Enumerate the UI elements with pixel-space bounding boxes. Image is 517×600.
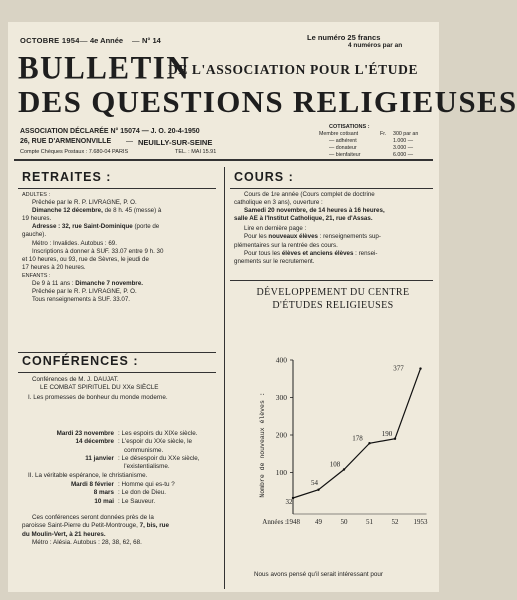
- issue-date: OCTOBRE 1954: [20, 36, 80, 45]
- x-tick-label: 1948: [286, 518, 300, 526]
- issue-year: 4e Année: [90, 36, 124, 45]
- y-axis-label: Nombre de nouveaux élèves :: [259, 392, 266, 498]
- retraites-line: 17 heures à 20 heures.: [22, 263, 86, 271]
- conferences-footer: [22, 514, 218, 547]
- cheques: Compte Chèques Postaux : 7.680-04 PARIS: [20, 149, 129, 155]
- x-tick-label: 50: [340, 518, 348, 526]
- cours-line: [234, 233, 434, 241]
- issue-number: N° 14: [142, 36, 161, 45]
- data-point: [368, 442, 370, 444]
- retraites-address: Adresse : 32, rue Saint-Dominique: [32, 223, 133, 231]
- x-tick-label: 52: [391, 518, 399, 526]
- chart-footer: Nous avons pensé qu'il serait intéressant pour: [254, 571, 383, 578]
- y-tick-label: 400: [275, 355, 287, 365]
- session-date: 14 décembre: [75, 438, 114, 446]
- telephone: TEL. : MAI 15.91: [175, 149, 217, 155]
- data-point: [419, 367, 421, 369]
- development-chart: [231, 314, 431, 539]
- cours-text: Pour les: [244, 233, 269, 241]
- cours-line: [234, 250, 434, 258]
- y-tick-label: 100: [275, 468, 287, 477]
- retraites-address-tail: (porte de: [132, 223, 160, 231]
- conferences-line: Ces conférences seront données près de la: [32, 514, 154, 521]
- cotisation-label: Membre cotisant: [319, 131, 359, 137]
- x-tick-label: 51: [366, 518, 373, 526]
- conferences-part1: I. Les promesses de bonheur du monde moderne.: [28, 393, 168, 401]
- conferences-heading: CONFÉRENCES :: [22, 354, 139, 368]
- x-tick-label: 1953: [413, 518, 428, 526]
- cotisation-amount: 6.000 —: [393, 152, 414, 158]
- cours-text: : rensei-: [353, 249, 378, 257]
- cours-text: : renseignements sup-: [317, 233, 381, 241]
- dash: —: [126, 138, 133, 145]
- cours-heading: COURS :: [234, 170, 294, 184]
- session-topic: : Le désespoir du XXe siècle,: [118, 454, 200, 462]
- conferences-part2-block: [22, 472, 218, 480]
- divider: [18, 352, 216, 353]
- address: 26, RUE D'ARMENONVILLE: [20, 138, 112, 145]
- frequency-line: 4 numéros par an: [348, 42, 403, 49]
- data-point: [343, 468, 345, 470]
- cours-line: Lire en dernière page :: [244, 225, 307, 233]
- data-label: 54: [311, 478, 318, 487]
- price-line: Le numéro 25 francs: [307, 33, 381, 42]
- bulletin-page: [8, 22, 517, 592]
- chart-title-line1: DÉVELOPPEMENT DU CENTRE: [256, 287, 410, 298]
- conferences-paroisse: paroisse Saint-Pierre du Petit-Montrouge,: [22, 522, 140, 530]
- title-association: DE L'ASSOCIATION POUR L'ÉTUDE: [168, 62, 419, 77]
- data-label: 190: [381, 429, 393, 438]
- session-date: 8 mars: [93, 489, 114, 497]
- enfants-line: [22, 280, 218, 288]
- conferences-intro: Conférences de M. J. DAUJAT.: [32, 376, 119, 383]
- divider: [230, 280, 433, 281]
- session-date: 10 mai: [94, 497, 114, 505]
- data-label: 32: [285, 498, 293, 506]
- retraites-date: Dimanche 12 décembre,: [32, 207, 103, 215]
- data-point: [317, 489, 319, 491]
- conferences-part2: II. La véritable espérance, le christianisme.: [28, 472, 148, 479]
- cours-line: Cours de 1re année (Cours complet de doctrine: [244, 191, 375, 198]
- city: NEUILLY-SUR-SEINE: [138, 138, 213, 147]
- session-date: Mardi 8 février: [70, 481, 114, 488]
- retraites-line: [22, 223, 218, 231]
- cours-text: Pour tous les: [244, 249, 282, 257]
- session-topic: : Les espoirs du XIXe siècle.: [118, 430, 198, 437]
- enfants-date: Dimanche 7 novembre.: [75, 280, 143, 288]
- dash: —: [132, 36, 140, 45]
- conferences-line: [22, 522, 218, 530]
- conferences-line: Métro : Alésia. Autobus : 28, 38, 62, 68.: [32, 538, 142, 546]
- divider: [18, 188, 216, 189]
- retraites-body: [22, 191, 218, 304]
- session-date: 11 janvier: [85, 454, 114, 462]
- cotisation-amount: 1.000 —: [393, 138, 414, 144]
- data-label: 108: [329, 460, 341, 469]
- retraites-time: de 8 h. 45 (messe) à: [102, 207, 162, 215]
- cours-emphasis: nouveaux élèves: [268, 233, 318, 241]
- dash: —: [80, 36, 88, 45]
- session-topic: : L'espoir du XXe siècle, le: [118, 438, 193, 446]
- retraites-line: Métro : Invalides. Autobus : 69.: [32, 239, 117, 247]
- retraites-line: 19 heures.: [22, 215, 52, 223]
- data-label: 178: [352, 434, 363, 443]
- cotisation-label: — bienfaiteur: [329, 152, 361, 158]
- enfants-line: Tous renseignements à SUF. 33.07.: [32, 296, 131, 304]
- chart-title-line2: D'ÉTUDES RELIGIEUSES: [272, 300, 394, 311]
- cours-line: Samedi 20 novembre, de 14 heures à 16 heures,: [244, 207, 385, 215]
- title-bulletin: BULLETIN: [18, 49, 191, 86]
- conferences-address: 7, bis, rue: [139, 522, 170, 530]
- retraites-line: [22, 207, 218, 215]
- data-label: 377: [393, 364, 404, 373]
- cotisation-currency: Fr.: [380, 131, 387, 137]
- y-tick-label: 300: [275, 393, 287, 402]
- conferences-body: [22, 376, 218, 402]
- retraites-heading: RETRAITES :: [22, 170, 112, 184]
- cotisation-amount: 300 par an: [393, 131, 419, 137]
- divider: [18, 372, 216, 373]
- cours-line: gnements sur le recrutement.: [234, 257, 315, 265]
- conferences-line: du Moulin-Vert, à 21 heures.: [22, 530, 106, 538]
- enfants-line: Prêchée par le R. P. LIVRAGNE, P. O.: [32, 288, 137, 296]
- data-point: [394, 438, 396, 440]
- conferences-theme: LE COMBAT SPIRITUEL DU XXe SIÈCLE: [40, 384, 159, 392]
- cours-line: salle AE à l'Institut Catholique, 21, rue d'Assas.: [234, 215, 373, 223]
- x-tick-label: 49: [315, 518, 322, 526]
- enfants-label: ENFANTS :: [22, 272, 51, 279]
- session-date: Mardi 23 novembre: [56, 430, 114, 437]
- session-topic: communisme.: [124, 446, 164, 454]
- retraites-line: et 10 heures, ou 93, rue de Sèvres, le jeudi de: [22, 255, 149, 263]
- divider: [230, 188, 433, 189]
- cotisation-label: — adhérent: [329, 138, 357, 144]
- cours-line: catholique en 3 ans), ouverture :: [234, 199, 323, 207]
- session-topic: : Le Sauveur.: [118, 497, 156, 505]
- session-topic: l'existentialisme.: [124, 463, 170, 471]
- session-topic: : Homme qui es-tu ?: [118, 481, 175, 488]
- cotisation-label: — donateur: [329, 145, 357, 151]
- adultes-label: ADULTES :: [22, 192, 51, 198]
- column-divider: [224, 167, 225, 589]
- divider: [14, 159, 433, 161]
- cours-body: [234, 191, 434, 266]
- y-tick-label: 200: [275, 430, 287, 440]
- retraites-line: gauche).: [22, 231, 47, 239]
- cotisations-title: COTISATIONS :: [329, 124, 370, 130]
- session-topic: : Le don de Dieu.: [118, 489, 166, 497]
- association-info: ASSOCIATION DÉCLARÉE N° 15074 — J. O. 20-4-1950: [20, 128, 200, 135]
- cours-emphasis: élèves et anciens élèves: [281, 249, 354, 257]
- x-axis-label: Années :: [262, 518, 287, 526]
- cotisation-amount: 3.000 —: [393, 145, 414, 151]
- enfants-age: De 9 à 11 ans :: [32, 280, 76, 288]
- title-questions: DES QUESTIONS RELIGIEUSES: [18, 84, 517, 119]
- retraites-line: Inscriptions à donner à SUF. 33.07 entre 9 h. 30: [32, 247, 164, 255]
- retraites-line: Prêchée par le R. P. LIVRAGNE, P. O.: [32, 199, 137, 207]
- cours-line: plémentaires sur la rentrée des cours.: [234, 241, 338, 249]
